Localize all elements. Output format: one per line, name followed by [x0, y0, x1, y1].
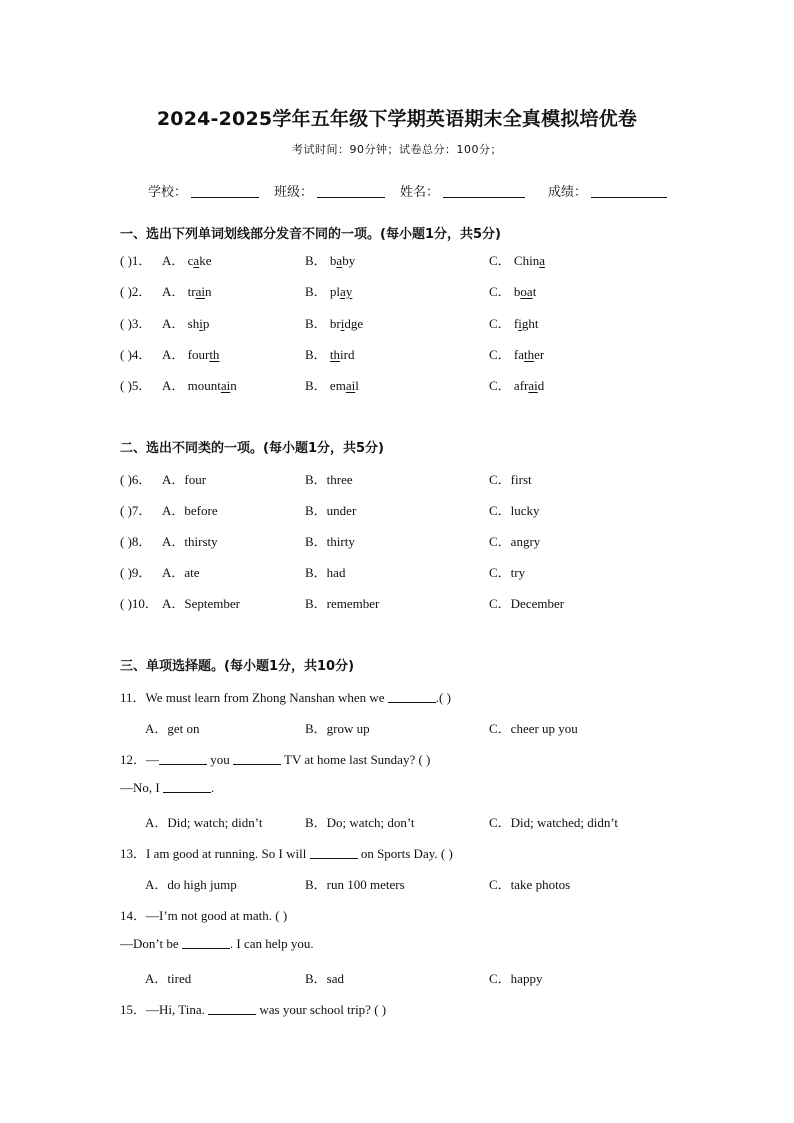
question-12-reply: —No, I .	[120, 780, 215, 795]
question-5-option-c: C． afraid	[489, 378, 545, 393]
name-label: 姓名：	[400, 185, 440, 200]
underlined-sound: th	[209, 347, 220, 362]
underlined-sound: ay	[340, 284, 353, 299]
question-1-option-b: B． baby	[305, 253, 356, 268]
question-14-reply: —Don’t be . I can help you.	[120, 936, 314, 951]
q13-option-c: C．take photos	[489, 877, 571, 892]
question-3-number: ( )3．	[120, 316, 152, 331]
question-7-option-b: B．under	[305, 503, 357, 518]
score-blank[interactable]	[591, 183, 667, 198]
underlined-sound: ai	[195, 284, 205, 299]
underlined-sound: ai	[528, 378, 538, 393]
question-4-number: ( )4．	[120, 347, 152, 362]
q13-option-a: A．do high jump	[145, 877, 237, 892]
school-field	[148, 181, 259, 200]
question-8-option-c: C．angry	[489, 534, 541, 549]
school-label: 学校：	[148, 185, 188, 200]
question-2-option-a: A． train	[162, 284, 212, 299]
answer-blank[interactable]	[233, 752, 281, 765]
question-10-option-c: C．December	[489, 596, 565, 611]
underlined-sound: i	[199, 316, 203, 331]
score-field	[548, 181, 667, 200]
exam-subtitle: 考试时间：90分钟；试卷总分：100分；	[292, 143, 502, 156]
question-5-option-b: B． email	[305, 378, 359, 393]
underlined-sound: th	[329, 347, 341, 362]
question-10-option-b: B．remember	[305, 596, 380, 611]
q14-option-c: C．happy	[489, 971, 543, 986]
answer-blank[interactable]	[163, 780, 211, 793]
question-4-option-c: C． father	[489, 347, 545, 362]
section3-title: 三、单项选择题。(每小题1分，共10分)	[120, 659, 355, 674]
question-8-option-b: B．thirty	[305, 534, 355, 549]
question-11-stem: 11．We must learn from Zhong Nanshan when we .( )	[120, 690, 451, 705]
section2-title: 二、选出不同类的一项。(每小题1分，共5分)	[120, 441, 384, 456]
q11-option-c: C．cheer up you	[489, 721, 578, 736]
q11-option-a: A．get on	[145, 721, 200, 736]
underlined-sound: ai	[345, 378, 356, 393]
class-label: 班级：	[274, 185, 314, 200]
question-2-option-c: C． boat	[489, 284, 537, 299]
section1-title: 一、选出下列单词划线部分发音不同的一项。(每小题1分，共5分)	[120, 227, 501, 242]
question-2-number: ( )2．	[120, 284, 152, 299]
question-6-option-c: C．first	[489, 472, 532, 487]
underlined-sound: a	[193, 253, 200, 268]
question-9-number: ( )9．	[120, 565, 152, 580]
answer-blank[interactable]	[208, 1002, 256, 1015]
underlined-sound: i	[518, 316, 522, 331]
question-5-number: ( )5．	[120, 378, 152, 393]
question-12-stem: 12．— you TV at home last Sunday? ( )	[120, 752, 431, 767]
q14-option-a: A．tired	[145, 971, 192, 986]
question-10-number: ( )10．	[120, 596, 158, 611]
q11-option-b: B．grow up	[305, 721, 370, 736]
question-3-option-b: B． bridge	[305, 316, 364, 331]
score-label: 成绩：	[548, 185, 588, 200]
underlined-sound: a	[539, 253, 545, 268]
question-9-option-b: B．had	[305, 565, 346, 580]
question-6-option-b: B．three	[305, 472, 353, 487]
q14-option-b: B．sad	[305, 971, 345, 986]
class-blank[interactable]	[317, 183, 385, 198]
q12-option-b: B．Do; watch; don’t	[305, 815, 415, 830]
question-3-option-a: A． ship	[162, 316, 210, 331]
underlined-sound: ai	[220, 378, 231, 393]
answer-blank[interactable]	[388, 690, 436, 703]
question-14-stem: 14．—I’m not good at math. ( )	[120, 908, 288, 923]
underlined-sound: th	[524, 347, 535, 362]
question-1-number: ( )1．	[120, 253, 152, 268]
question-7-number: ( )7．	[120, 503, 152, 518]
answer-blank[interactable]	[182, 936, 230, 949]
question-4-option-b: B． third	[305, 347, 355, 362]
name-blank[interactable]	[443, 183, 525, 198]
q13-option-b: B．run 100 meters	[305, 877, 405, 892]
question-1-option-c: C． China	[489, 253, 545, 268]
class-field	[274, 181, 385, 200]
answer-blank[interactable]	[159, 752, 207, 765]
question-15-stem: 15．—Hi, Tina. was your school trip? ( )	[120, 1002, 387, 1017]
question-7-option-c: C．lucky	[489, 503, 540, 518]
page-title: 2024-2025学年五年级下学期英语期末全真模拟培优卷	[156, 108, 638, 130]
school-blank[interactable]	[191, 183, 259, 198]
question-2-option-b: B． play	[305, 284, 353, 299]
answer-blank[interactable]	[310, 846, 358, 859]
question-1-option-a: A． cake	[162, 253, 212, 268]
q12-option-a: A．Did; watch; didn’t	[145, 815, 263, 830]
question-9-option-a: A．ate	[162, 565, 200, 580]
underlined-sound: i	[340, 316, 345, 331]
question-5-option-a: A． mountain	[162, 378, 237, 393]
question-3-option-c: C． fight	[489, 316, 539, 331]
question-10-option-a: A．September	[162, 596, 240, 611]
question-6-number: ( )6．	[120, 472, 152, 487]
name-field	[400, 181, 525, 200]
question-4-option-a: A． fourth	[162, 347, 220, 362]
underlined-sound: oa	[520, 284, 533, 299]
question-7-option-a: A．before	[162, 503, 218, 518]
underlined-sound: a	[336, 253, 343, 268]
q12-option-c: C．Did; watched; didn’t	[489, 815, 619, 830]
question-6-option-a: A．four	[162, 472, 207, 487]
question-13-stem: 13．I am good at running. So I will on Sports Day. ( )	[120, 846, 453, 861]
question-9-option-c: C．try	[489, 565, 526, 580]
question-8-number: ( )8．	[120, 534, 152, 549]
question-8-option-a: A．thirsty	[162, 534, 218, 549]
